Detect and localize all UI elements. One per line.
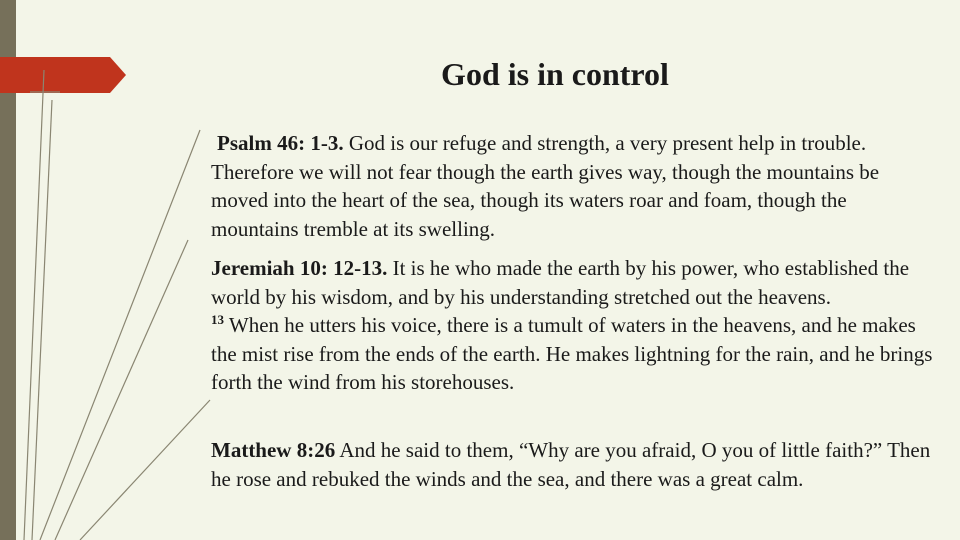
passage-reference: Matthew 8:26 [211, 438, 336, 462]
verse-number: 13 [211, 312, 224, 327]
passage-text: And he said to them, “Why are you afraid, O you of little faith?” Then he rose and rebuked the winds and the sea, and there was a great calm. [211, 438, 931, 491]
passage-jeremiah [211, 254, 936, 397]
passage-matthew [211, 436, 936, 493]
passage-reference: Psalm 46: 1-3. [217, 131, 344, 155]
verse-text: When he utters his voice, there is a tumult of waters in the heavens, and he makes the mist rise from the ends of the earth. He makes lightning for the rain, and he brings forth the wind from his storehouses. [211, 313, 933, 394]
passage-text: It is he who made the earth by his power, who established the world by his wisdom, and by his understanding stretched out the heavens. [211, 256, 910, 309]
passage-reference: Jeremiah 10: 12-13. [211, 256, 388, 280]
passage-psalm [211, 129, 936, 243]
slide-title: God is in control [441, 56, 669, 92]
title-arrow [0, 57, 126, 93]
passage-text: God is our refuge and strength, a very present help in trouble. Therefore we will not fear though the earth gives way, though the mountains be moved into the heart of the sea, though its waters roar and foam, though the mountains tremble at its swelling. [211, 131, 880, 241]
